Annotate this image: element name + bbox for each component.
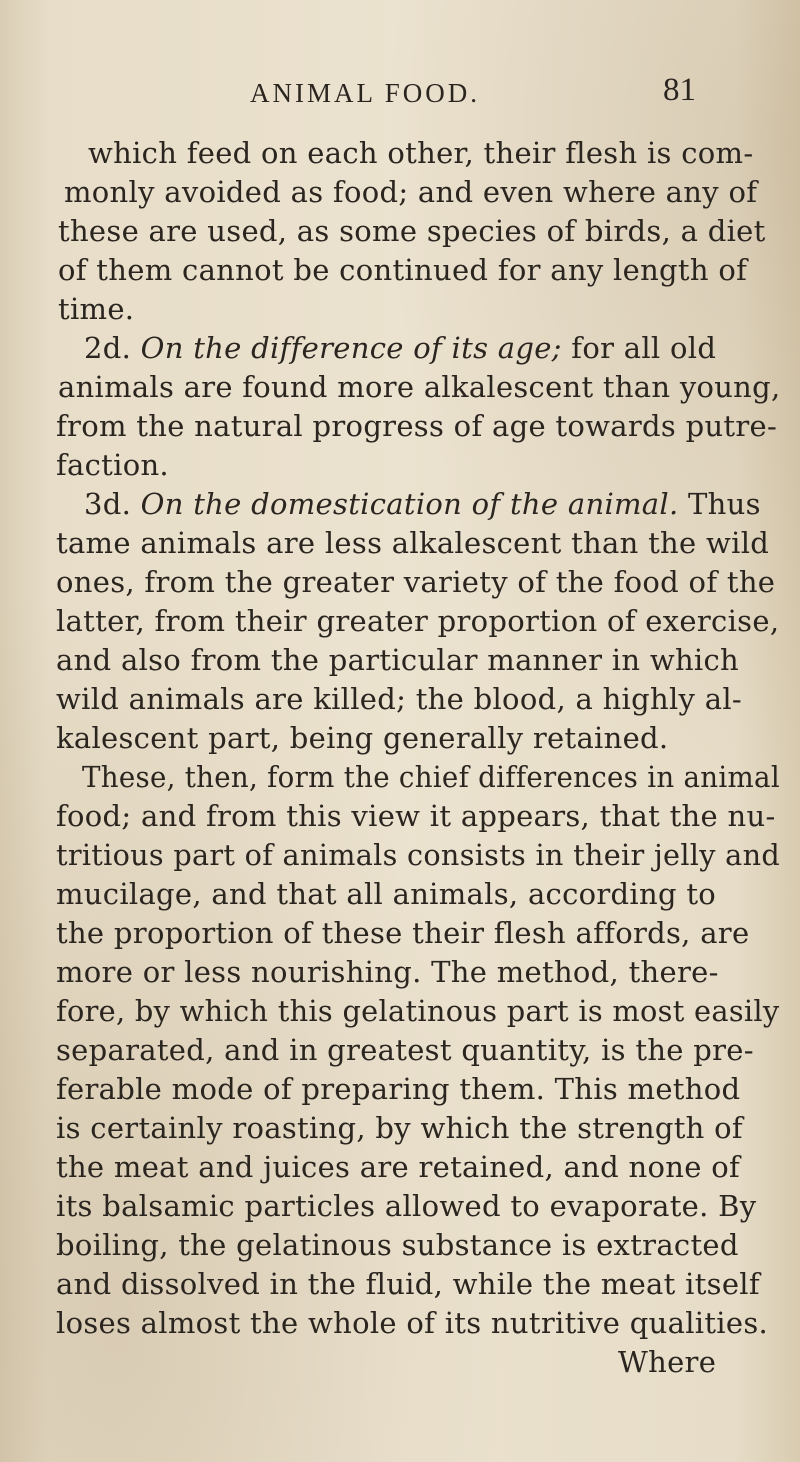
text-line-italic-heading — [84, 487, 761, 521]
line-prefix: 3d. — [84, 487, 141, 521]
text-line-italic-heading — [84, 331, 716, 365]
catchword: Where — [618, 1345, 717, 1379]
text-line: ones, from the greater variety of the food of the — [56, 565, 776, 599]
text-line: separated, and in greatest quantity, is the pre- — [56, 1033, 754, 1067]
text-line: These, then, form the chief differences in animal — [82, 760, 780, 794]
text-line: time. — [58, 292, 135, 326]
text-line: wild animals are killed; the blood, a highly al- — [56, 682, 743, 716]
line-prefix: 2d. — [84, 331, 141, 365]
page-number: 81 — [663, 72, 696, 108]
text-line: and dissolved in the fluid, while the meat itself — [56, 1267, 760, 1301]
text-line: which feed on each other, their flesh is com- — [88, 136, 754, 170]
running-head — [0, 72, 800, 112]
text-line: the proportion of these their flesh affords, are — [56, 916, 750, 950]
text-line: and also from the particular manner in which — [56, 643, 740, 677]
text-line: boiling, the gelatinous substance is extracted — [56, 1228, 739, 1262]
text-line: is certainly roasting, by which the strength of — [56, 1111, 743, 1145]
text-line: ferable mode of preparing them. This method — [56, 1072, 741, 1106]
text-line: tame animals are less alkalescent than the wild — [56, 526, 770, 560]
text-line: of them cannot be continued for any length of — [58, 253, 748, 287]
text-line: from the natural progress of age towards putre- — [56, 409, 778, 443]
text-line: food; and from this view it appears, that the nu- — [56, 799, 776, 833]
text-line: more or less nourishing. The method, there- — [56, 955, 719, 989]
text-line: faction. — [56, 448, 169, 482]
text-line: loses almost the whole of its nutritive qualities. — [56, 1306, 769, 1340]
text-line: animals are found more alkalescent than young, — [58, 370, 781, 404]
text-line: fore, by which this gelatinous part is most easily — [56, 994, 780, 1028]
text-line: mucilage, and that all animals, according to — [56, 877, 717, 911]
text-line: kalescent part, being generally retained. — [56, 721, 669, 755]
text-line: its balsamic particles allowed to evaporate. By — [56, 1189, 757, 1223]
line-suffix: for all old — [561, 331, 717, 365]
line-suffix: Thus — [678, 487, 761, 521]
text-line: these are used, as some species of birds, a diet — [58, 214, 766, 248]
running-head-title: ANIMAL FOOD. — [250, 78, 480, 108]
italic-heading: On the domestication of the animal. — [140, 487, 679, 521]
text-line: tritious part of animals consists in their jelly and — [56, 838, 781, 872]
text-line: monly avoided as food; and even where any of — [64, 175, 758, 209]
italic-heading: On the difference of its age; — [140, 331, 562, 365]
text-line: latter, from their greater proportion of exercise, — [56, 604, 780, 638]
text-line: the meat and juices are retained, and none of — [56, 1150, 740, 1184]
